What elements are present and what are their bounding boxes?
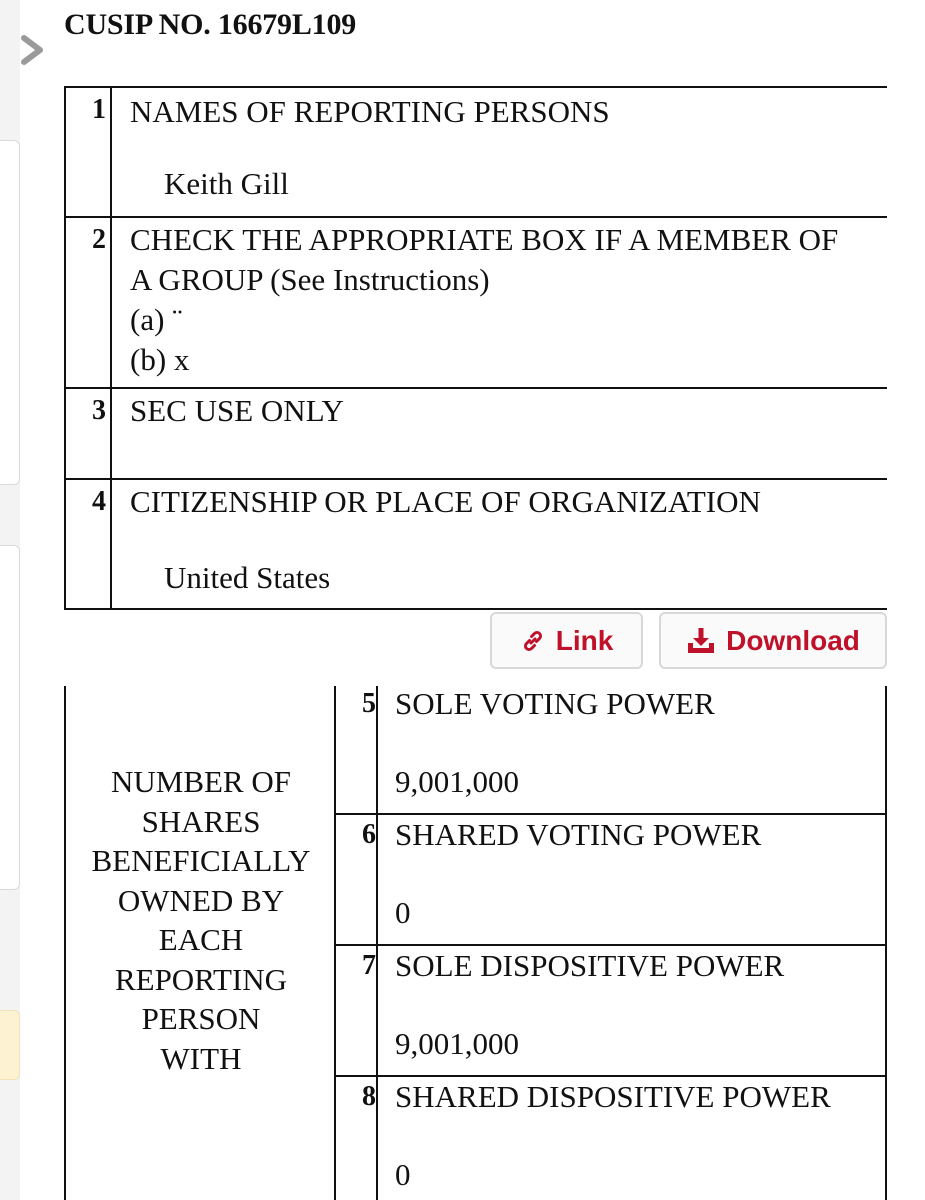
power-row-number: 6 (362, 819, 376, 850)
row-number: 2 (92, 224, 106, 255)
stub-line: SHARES (141, 803, 261, 839)
stub-line: OWNED BY (117, 882, 285, 918)
row-number-cell (64, 480, 112, 610)
cusip-heading: CUSIP NO. 16679L109 (64, 8, 357, 41)
link-button[interactable] (490, 612, 643, 669)
link-icon (520, 628, 546, 654)
power-row-number: 8 (362, 1081, 376, 1112)
table-rule (885, 686, 887, 1200)
table-bottom-rule (64, 608, 887, 610)
stub-line: REPORTING (114, 961, 288, 997)
row-number-cell (64, 218, 112, 389)
side-panel-gutter (0, 0, 20, 1200)
table-rule (334, 813, 887, 815)
link-button-label: Link (555, 624, 614, 656)
power-label: SOLE VOTING POWER (395, 686, 715, 721)
row-number-cell (64, 389, 112, 480)
row-label: CITIZENSHIP OR PLACE OF ORGANIZATION (130, 484, 761, 519)
stub-line: PERSON (141, 1001, 261, 1036)
stub-line: WITH (160, 1040, 242, 1076)
side-panel-card-highlight[interactable] (0, 1010, 20, 1080)
power-label: SHARED VOTING POWER (395, 817, 762, 852)
power-value: 9,001,000 (395, 764, 519, 799)
side-panel-card[interactable] (0, 140, 20, 485)
row-number: 3 (92, 395, 106, 426)
power-row-number: 5 (362, 688, 376, 719)
power-value: 0 (395, 1157, 411, 1192)
download-button-label: Download (726, 624, 860, 656)
row-sec-use-only (64, 387, 887, 480)
table-rule (376, 686, 378, 1200)
download-icon (686, 627, 716, 655)
chevron-right-icon[interactable] (18, 30, 48, 70)
power-label: SOLE DISPOSITIVE POWER (395, 948, 785, 983)
table-rule (334, 944, 887, 946)
table-rule (334, 1075, 887, 1077)
power-label: SHARED DISPOSITIVE POWER (395, 1079, 831, 1114)
power-value: 0 (395, 895, 411, 930)
citizenship-value: United States (164, 560, 331, 595)
group-option-a: (a) ¨ (130, 302, 183, 337)
row-label-line-2: A GROUP (See Instructions) (130, 262, 490, 297)
row-label-line-1: CHECK THE APPROPRIATE BOX IF A MEMBER OF (130, 222, 839, 257)
shares-beneficially-owned-label (66, 762, 336, 1078)
download-button[interactable] (659, 612, 887, 669)
stub-line: EACH (158, 922, 244, 957)
power-value: 9,001,000 (395, 1026, 519, 1061)
row-label: SEC USE ONLY (130, 393, 344, 428)
row-number: 1 (92, 94, 106, 125)
row-number: 4 (92, 486, 106, 517)
reporting-person-name: Keith Gill (164, 166, 289, 201)
stub-line: BENEFICIALLY (91, 843, 311, 878)
row-label: NAMES OF REPORTING PERSONS (130, 94, 610, 129)
side-panel-card[interactable] (0, 545, 20, 890)
row-names-of-reporting-persons (64, 86, 887, 218)
row-group-membership (64, 216, 887, 389)
row-number-cell (64, 88, 112, 218)
group-option-b: (b) x (130, 342, 190, 377)
row-citizenship (64, 478, 887, 610)
power-row-number: 7 (362, 950, 376, 981)
stub-line: NUMBER OF (110, 764, 291, 799)
